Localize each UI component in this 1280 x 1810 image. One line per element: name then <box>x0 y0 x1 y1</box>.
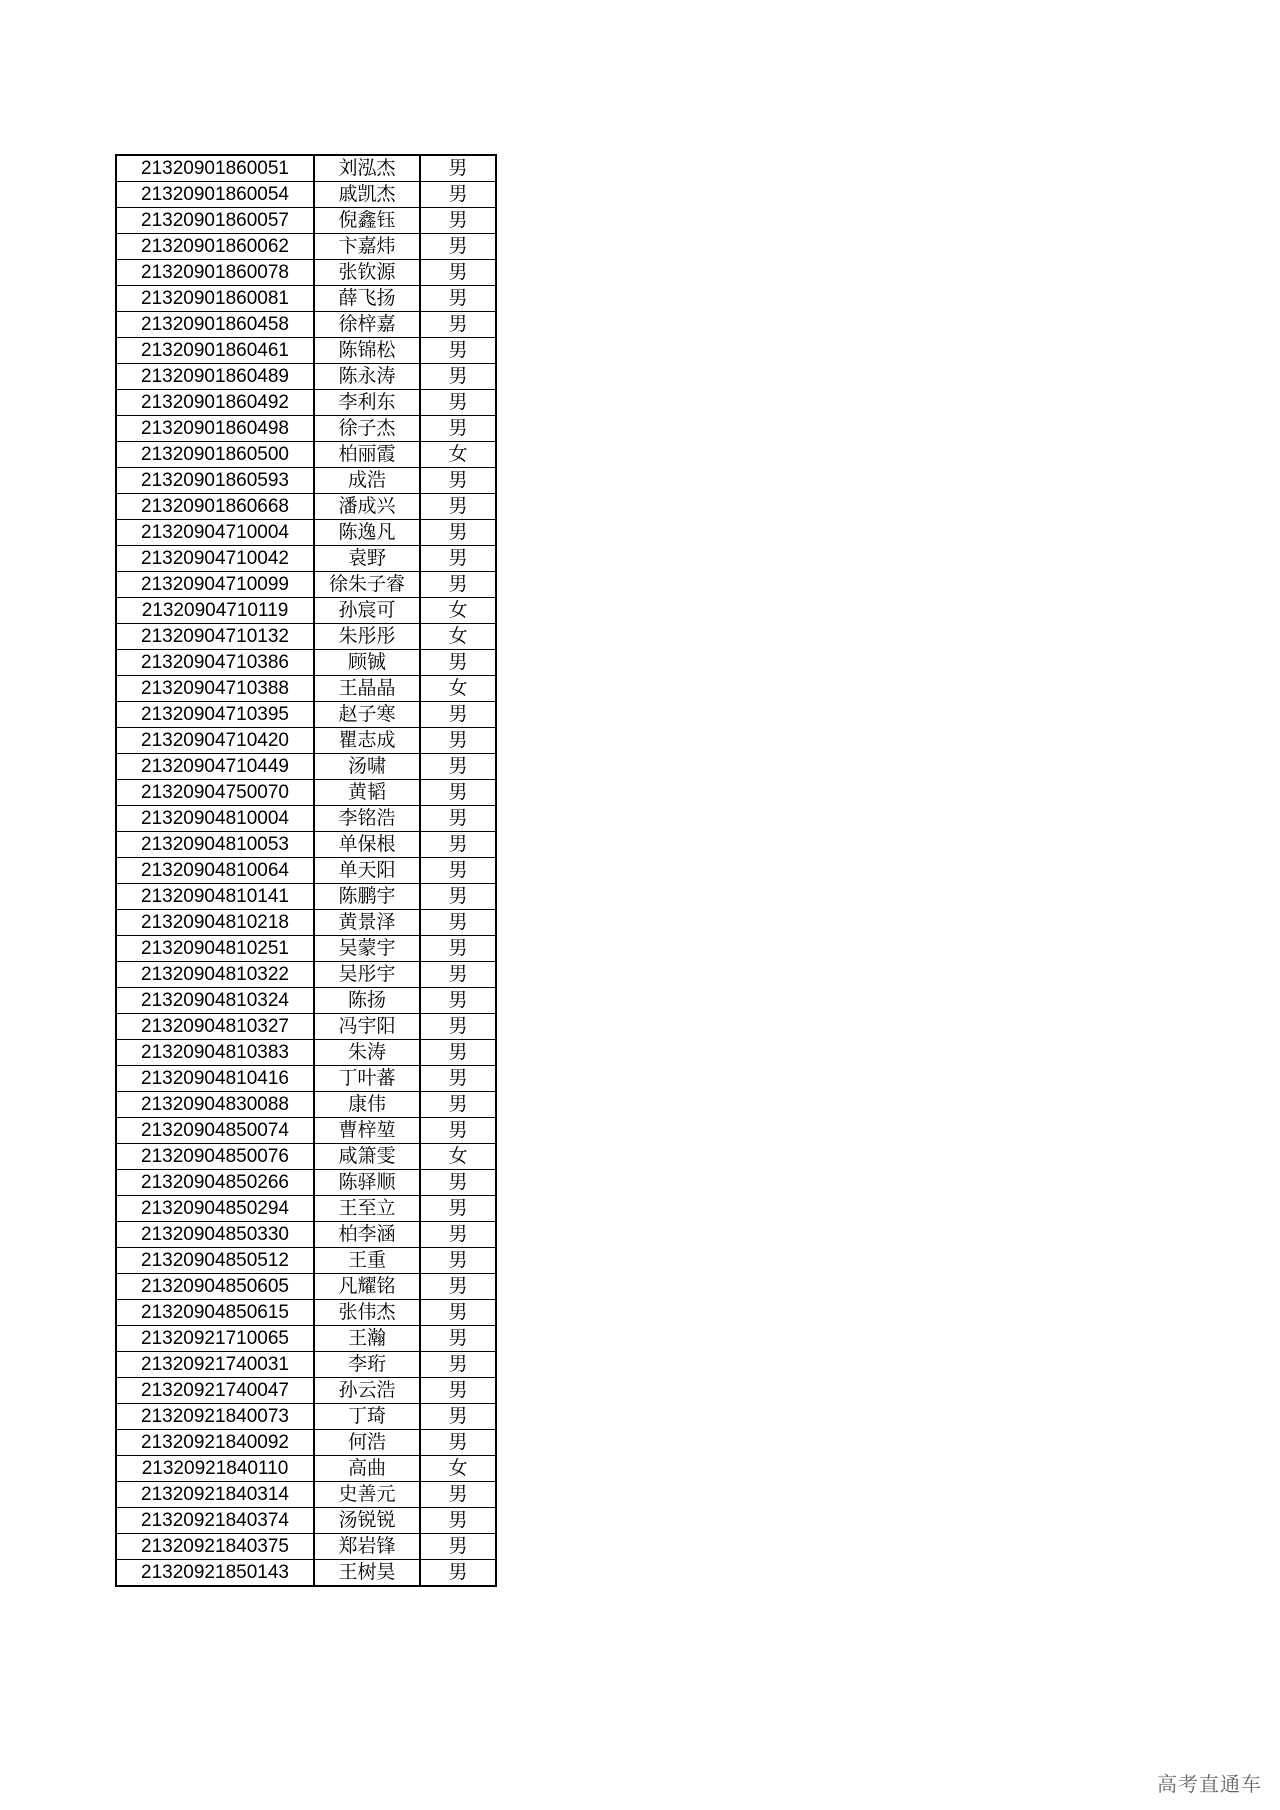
candidate-name-cell: 黄景泽 <box>314 910 420 936</box>
table-row <box>116 728 496 754</box>
table-row <box>116 1508 496 1534</box>
candidate-id-cell: 21320904810324 <box>116 988 314 1014</box>
candidate-gender-cell: 女 <box>420 598 496 624</box>
candidate-gender-cell: 男 <box>420 1534 496 1560</box>
candidate-name-cell: 薛飞扬 <box>314 286 420 312</box>
table-row <box>116 910 496 936</box>
candidate-gender-cell: 男 <box>420 390 496 416</box>
table-row <box>116 1300 496 1326</box>
candidate-name-cell: 吴彤宇 <box>314 962 420 988</box>
candidate-id-cell: 21320921840314 <box>116 1482 314 1508</box>
candidate-id-cell: 21320901860461 <box>116 338 314 364</box>
candidate-name-cell: 李珩 <box>314 1352 420 1378</box>
candidate-gender-cell: 男 <box>420 754 496 780</box>
table-row <box>116 364 496 390</box>
candidate-id-cell: 21320921850143 <box>116 1560 314 1587</box>
candidate-id-cell: 21320904850294 <box>116 1196 314 1222</box>
candidate-gender-cell: 男 <box>420 494 496 520</box>
table-row <box>116 962 496 988</box>
candidate-name-cell: 王至立 <box>314 1196 420 1222</box>
candidate-gender-cell: 男 <box>420 858 496 884</box>
watermark-text: 高考直通车 <box>1157 1772 1262 1796</box>
table-row <box>116 806 496 832</box>
table-row <box>116 1430 496 1456</box>
table-row <box>116 936 496 962</box>
candidate-id-cell: 21320901860458 <box>116 312 314 338</box>
candidate-gender-cell: 男 <box>420 1066 496 1092</box>
candidate-name-cell: 刘泓杰 <box>314 155 420 182</box>
candidate-gender-cell: 男 <box>420 520 496 546</box>
candidate-gender-cell: 男 <box>420 1482 496 1508</box>
candidate-name-cell: 黄韬 <box>314 780 420 806</box>
candidate-gender-cell: 男 <box>420 260 496 286</box>
candidate-name-cell: 咸箫雯 <box>314 1144 420 1170</box>
candidate-gender-cell: 男 <box>420 1092 496 1118</box>
table-row <box>116 390 496 416</box>
table-row <box>116 1014 496 1040</box>
candidate-gender-cell: 男 <box>420 1430 496 1456</box>
table-row <box>116 1560 496 1587</box>
candidate-gender-cell: 男 <box>420 1196 496 1222</box>
candidate-id-cell: 21320904810327 <box>116 1014 314 1040</box>
candidate-id-cell: 21320904710004 <box>116 520 314 546</box>
candidate-id-cell: 21320904850330 <box>116 1222 314 1248</box>
candidate-id-cell: 21320921740031 <box>116 1352 314 1378</box>
table-row <box>116 780 496 806</box>
candidate-name-cell: 潘成兴 <box>314 494 420 520</box>
candidate-id-cell: 21320904850074 <box>116 1118 314 1144</box>
candidate-name-cell: 王重 <box>314 1248 420 1274</box>
candidate-id-cell: 21320901860500 <box>116 442 314 468</box>
candidate-gender-cell: 男 <box>420 1326 496 1352</box>
candidate-gender-cell: 男 <box>420 1118 496 1144</box>
candidate-name-cell: 汤锐锐 <box>314 1508 420 1534</box>
candidate-gender-cell: 女 <box>420 624 496 650</box>
table-row <box>116 416 496 442</box>
candidate-gender-cell: 男 <box>420 1014 496 1040</box>
candidate-gender-cell: 女 <box>420 442 496 468</box>
candidate-id-cell: 21320904810322 <box>116 962 314 988</box>
candidate-id-cell: 21320904850076 <box>116 1144 314 1170</box>
candidate-gender-cell: 男 <box>420 1222 496 1248</box>
candidate-gender-cell: 男 <box>420 1170 496 1196</box>
table-row <box>116 702 496 728</box>
candidate-gender-cell: 男 <box>420 364 496 390</box>
candidate-id-cell: 21320904830088 <box>116 1092 314 1118</box>
table-row <box>116 624 496 650</box>
candidate-id-cell: 21320904710119 <box>116 598 314 624</box>
table-row <box>116 1404 496 1430</box>
candidate-id-cell: 21320904710420 <box>116 728 314 754</box>
candidate-name-cell: 王树昊 <box>314 1560 420 1587</box>
candidate-gender-cell: 男 <box>420 832 496 858</box>
table-row <box>116 832 496 858</box>
candidate-id-cell: 21320904850615 <box>116 1300 314 1326</box>
candidate-name-cell: 王晶晶 <box>314 676 420 702</box>
candidate-name-cell: 陈永涛 <box>314 364 420 390</box>
candidate-id-cell: 21320921840092 <box>116 1430 314 1456</box>
candidate-gender-cell: 男 <box>420 806 496 832</box>
candidate-name-cell: 史善元 <box>314 1482 420 1508</box>
candidate-id-cell: 21320904710386 <box>116 650 314 676</box>
candidate-id-cell: 21320904710388 <box>116 676 314 702</box>
candidate-gender-cell: 男 <box>420 702 496 728</box>
table-row <box>116 858 496 884</box>
candidate-name-cell: 陈锦松 <box>314 338 420 364</box>
candidate-id-cell: 21320904810064 <box>116 858 314 884</box>
candidate-gender-cell: 女 <box>420 1144 496 1170</box>
table-row <box>116 1534 496 1560</box>
table-row <box>116 1040 496 1066</box>
table-row <box>116 260 496 286</box>
candidate-name-cell: 徐梓嘉 <box>314 312 420 338</box>
candidate-id-cell: 21320921840375 <box>116 1534 314 1560</box>
candidate-name-cell: 陈驿顺 <box>314 1170 420 1196</box>
candidate-name-cell: 戚凯杰 <box>314 182 420 208</box>
table-row <box>116 1326 496 1352</box>
candidate-name-cell: 曹梓堃 <box>314 1118 420 1144</box>
candidate-gender-cell: 女 <box>420 676 496 702</box>
candidate-name-cell: 何浩 <box>314 1430 420 1456</box>
table-row <box>116 520 496 546</box>
table-row <box>116 546 496 572</box>
candidate-gender-cell: 男 <box>420 780 496 806</box>
candidate-name-cell: 汤啸 <box>314 754 420 780</box>
candidate-id-cell: 21320921840073 <box>116 1404 314 1430</box>
candidate-name-cell: 徐朱子睿 <box>314 572 420 598</box>
candidate-id-cell: 21320904750070 <box>116 780 314 806</box>
candidate-id-cell: 21320901860498 <box>116 416 314 442</box>
candidate-gender-cell: 男 <box>420 1378 496 1404</box>
table-row <box>116 598 496 624</box>
candidate-id-cell: 21320904850512 <box>116 1248 314 1274</box>
candidate-gender-cell: 男 <box>420 338 496 364</box>
candidate-name-cell: 朱彤彤 <box>314 624 420 650</box>
candidate-gender-cell: 男 <box>420 936 496 962</box>
candidate-gender-cell: 男 <box>420 182 496 208</box>
table-row <box>116 338 496 364</box>
candidate-name-cell: 徐子杰 <box>314 416 420 442</box>
candidate-gender-cell: 男 <box>420 1352 496 1378</box>
candidate-name-cell: 张伟杰 <box>314 1300 420 1326</box>
candidate-gender-cell: 男 <box>420 546 496 572</box>
candidate-id-cell: 21320904710132 <box>116 624 314 650</box>
candidate-gender-cell: 男 <box>420 312 496 338</box>
candidate-id-cell: 21320904710042 <box>116 546 314 572</box>
candidate-id-cell: 21320901860492 <box>116 390 314 416</box>
candidate-id-cell: 21320901860078 <box>116 260 314 286</box>
table-row <box>116 208 496 234</box>
table-row <box>116 468 496 494</box>
candidate-name-cell: 柏李涵 <box>314 1222 420 1248</box>
candidate-id-cell: 21320904710395 <box>116 702 314 728</box>
table-row <box>116 676 496 702</box>
candidate-gender-cell: 男 <box>420 208 496 234</box>
candidate-name-cell: 陈鹏宇 <box>314 884 420 910</box>
candidate-id-cell: 21320904850605 <box>116 1274 314 1300</box>
candidate-name-cell: 郑岩锋 <box>314 1534 420 1560</box>
candidate-gender-cell: 男 <box>420 1040 496 1066</box>
candidate-id-cell: 21320904810416 <box>116 1066 314 1092</box>
roster-table <box>115 154 497 1587</box>
candidate-id-cell: 21320904710449 <box>116 754 314 780</box>
candidate-gender-cell: 男 <box>420 1274 496 1300</box>
candidate-id-cell: 21320921840110 <box>116 1456 314 1482</box>
table-row <box>116 1248 496 1274</box>
candidate-name-cell: 柏丽霞 <box>314 442 420 468</box>
candidate-name-cell: 丁琦 <box>314 1404 420 1430</box>
candidate-name-cell: 凡耀铭 <box>314 1274 420 1300</box>
table-row <box>116 1378 496 1404</box>
table-row <box>116 234 496 260</box>
candidate-name-cell: 陈扬 <box>314 988 420 1014</box>
candidate-id-cell: 21320904810053 <box>116 832 314 858</box>
candidate-id-cell: 21320901860062 <box>116 234 314 260</box>
candidate-gender-cell: 男 <box>420 1508 496 1534</box>
candidate-name-cell: 卞嘉炜 <box>314 234 420 260</box>
candidate-gender-cell: 男 <box>420 650 496 676</box>
candidate-gender-cell: 女 <box>420 1456 496 1482</box>
candidate-id-cell: 21320904810251 <box>116 936 314 962</box>
candidate-name-cell: 丁叶蕃 <box>314 1066 420 1092</box>
candidate-gender-cell: 男 <box>420 416 496 442</box>
table-row <box>116 286 496 312</box>
table-row <box>116 1274 496 1300</box>
table-row <box>116 754 496 780</box>
table-row <box>116 155 496 182</box>
roster-body <box>116 155 496 1586</box>
candidate-name-cell: 康伟 <box>314 1092 420 1118</box>
candidate-id-cell: 21320904710099 <box>116 572 314 598</box>
candidate-gender-cell: 男 <box>420 962 496 988</box>
table-row <box>116 650 496 676</box>
candidate-id-cell: 21320901860668 <box>116 494 314 520</box>
table-row <box>116 572 496 598</box>
table-row <box>116 1144 496 1170</box>
candidate-gender-cell: 男 <box>420 884 496 910</box>
candidate-gender-cell: 男 <box>420 1404 496 1430</box>
table-row <box>116 1352 496 1378</box>
table-row <box>116 1170 496 1196</box>
table-row <box>116 988 496 1014</box>
candidate-gender-cell: 男 <box>420 468 496 494</box>
candidate-id-cell: 21320901860051 <box>116 155 314 182</box>
candidate-id-cell: 21320904850266 <box>116 1170 314 1196</box>
table-row <box>116 312 496 338</box>
candidate-id-cell: 21320901860054 <box>116 182 314 208</box>
candidate-name-cell: 吴蒙宇 <box>314 936 420 962</box>
candidate-gender-cell: 男 <box>420 1248 496 1274</box>
table-row <box>116 1092 496 1118</box>
candidate-id-cell: 21320901860057 <box>116 208 314 234</box>
candidate-name-cell: 陈逸凡 <box>314 520 420 546</box>
candidate-name-cell: 瞿志成 <box>314 728 420 754</box>
candidate-id-cell: 21320921740047 <box>116 1378 314 1404</box>
candidate-gender-cell: 男 <box>420 988 496 1014</box>
candidate-gender-cell: 男 <box>420 234 496 260</box>
candidate-id-cell: 21320901860489 <box>116 364 314 390</box>
candidate-name-cell: 朱涛 <box>314 1040 420 1066</box>
candidate-id-cell: 21320921710065 <box>116 1326 314 1352</box>
candidate-gender-cell: 男 <box>420 286 496 312</box>
candidate-name-cell: 孙云浩 <box>314 1378 420 1404</box>
candidate-gender-cell: 男 <box>420 728 496 754</box>
candidate-gender-cell: 男 <box>420 910 496 936</box>
candidate-name-cell: 成浩 <box>314 468 420 494</box>
candidate-name-cell: 顾铖 <box>314 650 420 676</box>
candidate-id-cell: 21320901860593 <box>116 468 314 494</box>
candidate-gender-cell: 男 <box>420 1300 496 1326</box>
candidate-name-cell: 张钦源 <box>314 260 420 286</box>
table-row <box>116 884 496 910</box>
table-row <box>116 1196 496 1222</box>
candidate-id-cell: 21320904810141 <box>116 884 314 910</box>
candidate-name-cell: 赵子寒 <box>314 702 420 728</box>
candidate-name-cell: 冯宇阳 <box>314 1014 420 1040</box>
candidate-gender-cell: 男 <box>420 572 496 598</box>
candidate-name-cell: 李铭浩 <box>314 806 420 832</box>
candidate-name-cell: 高曲 <box>314 1456 420 1482</box>
candidate-name-cell: 单保根 <box>314 832 420 858</box>
table-row <box>116 1222 496 1248</box>
candidate-name-cell: 倪鑫钰 <box>314 208 420 234</box>
table-row <box>116 1456 496 1482</box>
candidate-name-cell: 李利东 <box>314 390 420 416</box>
candidate-id-cell: 21320901860081 <box>116 286 314 312</box>
table-row <box>116 442 496 468</box>
candidate-name-cell: 袁野 <box>314 546 420 572</box>
candidate-name-cell: 王瀚 <box>314 1326 420 1352</box>
table-row <box>116 1066 496 1092</box>
table-row <box>116 1482 496 1508</box>
table-row <box>116 494 496 520</box>
candidate-id-cell: 21320904810218 <box>116 910 314 936</box>
candidate-gender-cell: 男 <box>420 1560 496 1587</box>
table-row <box>116 182 496 208</box>
table-row <box>116 1118 496 1144</box>
candidate-gender-cell: 男 <box>420 155 496 182</box>
candidate-name-cell: 单天阳 <box>314 858 420 884</box>
candidate-name-cell: 孙宸可 <box>314 598 420 624</box>
candidate-id-cell: 21320904810004 <box>116 806 314 832</box>
candidate-id-cell: 21320921840374 <box>116 1508 314 1534</box>
candidate-id-cell: 21320904810383 <box>116 1040 314 1066</box>
